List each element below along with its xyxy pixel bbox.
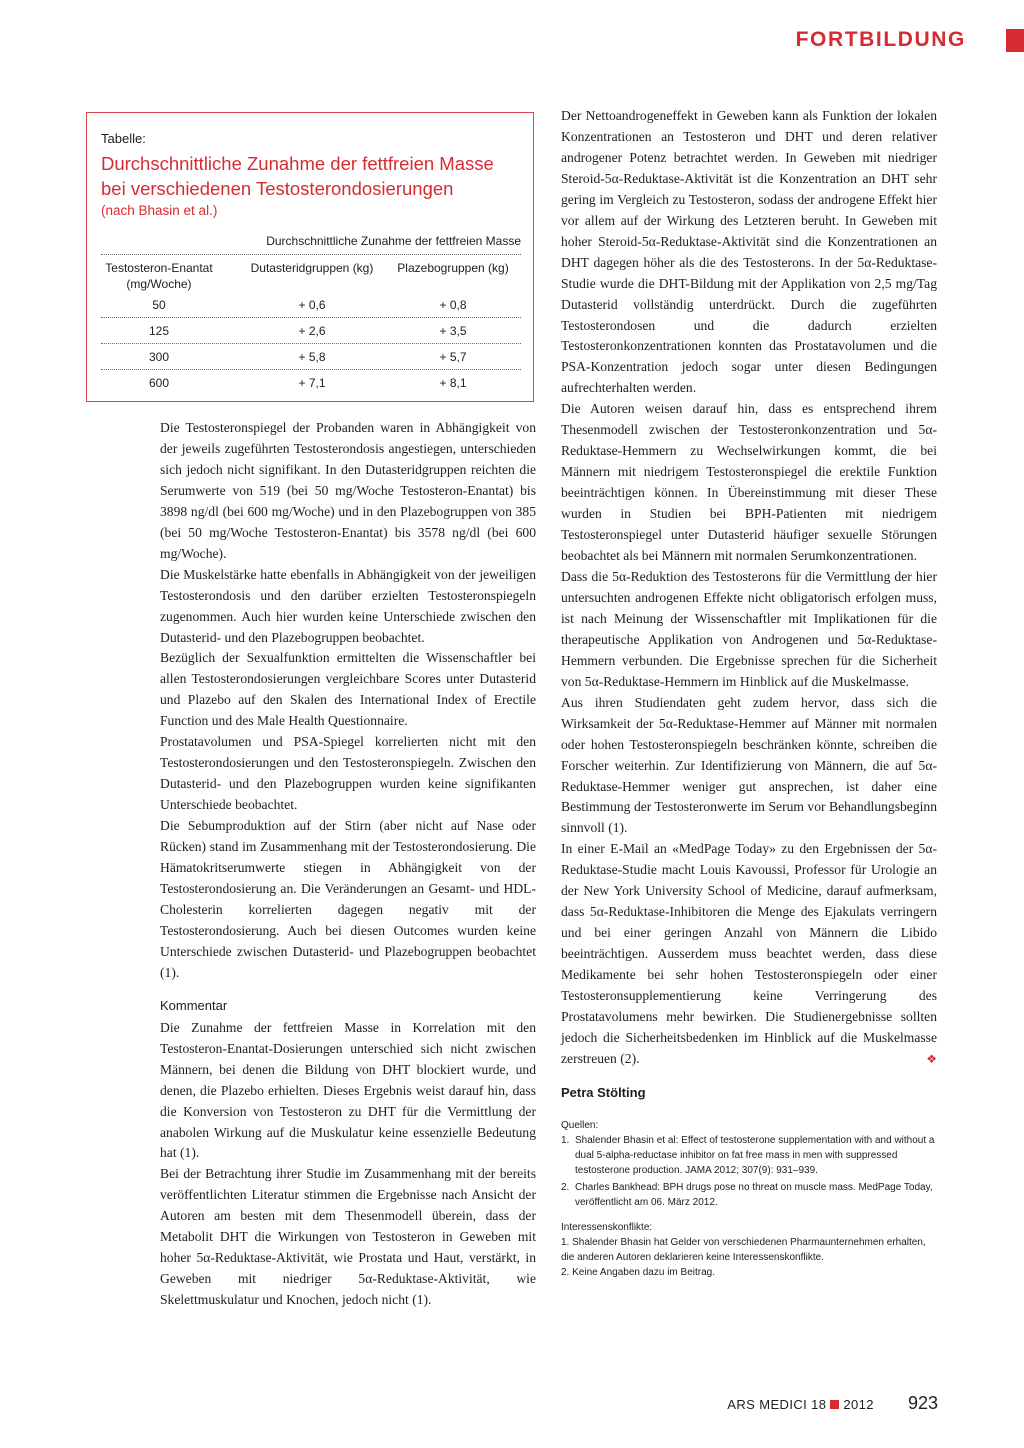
page-footer xyxy=(727,1393,938,1415)
table-divider xyxy=(101,254,521,255)
reference-item: 2. Charles Bankhead: BPH drugs pose no threat on muscle mass. MedPage Today, veröffentlicht am 06. März 2012. xyxy=(561,1181,933,1208)
table-cell-plazebo: + 8,1 xyxy=(439,376,467,390)
table-cell-dutasterid: + 7,1 xyxy=(298,376,326,390)
table-label: Tabelle: xyxy=(101,131,146,146)
body-paragraph: Die Zunahme der fettfreien Masse in Korrelation mit den Testosteron-Enantat-Dosierungen unterschied sich nicht zwischen Männern, bei denen die Bildung von DHT blockiert wurde, und denen, die Plazebo erhielten. Dieses Ergebnis weist darauf hin, dass die Konversion von Testosteron zu DHT für die Vermittlung der anabolen Wirkung auf die Muskulatur keine essenzielle Bedeutung hat (1). xyxy=(160,1019,536,1161)
conflict-item: 1. Shalender Bhasin hat Gelder von verschiedenen Pharmaunternehmen erhalten, die anderen Autoren deklarieren keine Interessenskonflikte. xyxy=(561,1236,926,1263)
body-paragraph: Bezüglich der Sexualfunktion ermittelten die Wissenschaftler bei allen Testosterondosierungen vergleichbare Scores unter Dutasterid und Plazebo auf den Skalen des International Index of Erectile Function und des Male Health Questionnaire. xyxy=(160,650,536,729)
references-heading: Quellen: xyxy=(561,1119,599,1131)
body-paragraph: Der Nettoandrogeneffekt in Geweben kann als Funktion der lokalen Konzentrationen an Testosteron und DHT und deren relativer androgener Potenz betrachtet werden. In Geweben mit niedriger Steroid-5α-Reduktase-Aktivität ist die Konzentration an DHT sehr gering im Vergleich zu Testosteron, sodass der androgene Effekt hier vor allem auf der Wirkung des Letzteren beruht. In Geweben mit hoher Steroid-5α-Reduktase-Aktivität sind die Konzentrationen an DHT dagegen höher als die des Testosterons. In der 5α-Reduktase-Studie wurde die DHT-Bildung mit der Applikation von 2,5 mg/Tag Dutasterid vollständig unterdrückt. Durch die zugeführten Testosterondosen und die dadurch erzielten Testosteronkonzentrationen konnten das Prostatavolumen und die PSA-Konzentration jedoch sogar unter diesen Bedingungen aufrechterhalten werden. xyxy=(561,108,937,396)
body-paragraph: Die Sebumproduktion auf der Stirn (aber nicht auf Nase oder Rücken) stand im Zusammenhang mit der Testosterondosierung. Die Hämatokritserumwerte stiegen in Abhängigkeit von der Testosterondosierung an. Die Veränderungen an Gesamt- und HDL-Cholesterin korrelierten dagegen negativ mit der Testosterondosierung. Auch bei diesen Outcomes wurden keine Unterschiede zwischen Dutasterid- und Plazebogruppen beobachtet (1). xyxy=(160,818,536,980)
conflict-item: 2. Keine Angaben dazu im Beitrag. xyxy=(561,1266,715,1278)
footer-square-icon xyxy=(830,1400,839,1409)
table-source: (nach Bhasin et al.) xyxy=(101,203,218,218)
author-name: Petra Stölting xyxy=(561,1084,646,1100)
body-paragraph-text: In einer E-Mail an «MedPage Today» zu den Ergebnissen der 5α-Reduktase-Studie macht Louis Kavoussi, Professor für Urologie an der New York University School of Medicine, darauf aufmerksam, dass 5α-Reduktase-Inhibitoren die Menge des Ejakulats verringern und bei einer geringen Anzahl von Männern die Libido beeinträchtigen. Ausserdem muss beachtet werden, dass diese Medikamente bei sehr hohen Testosteronspiegeln oder einer Testosteronsupplementierung keine Verringerung des Prostatavolumens mehr bewirken. Die Studienergebnisse sollten jedoch die Sicherheitsbedenken im Hinblick auf die Muskelmasse zerstreuen (2). xyxy=(561,841,937,1066)
end-mark-icon: ❖ xyxy=(926,1051,937,1066)
body-paragraph: Die Muskelstärke hatte ebenfalls in Abhängigkeit von der jeweiligen Testosterondosis und den darüber erzielten Testosteronspiegeln zugenommen. Auch hier wurden keine Unterschiede zwischen den Dutasterid- und den Plazebogruppen beobachtet. xyxy=(160,566,536,645)
table-cell-dose: 125 xyxy=(148,324,170,338)
table-divider xyxy=(101,317,521,318)
table-group-header: Durchschnittliche Zunahme der fettfreien Masse xyxy=(266,234,521,248)
table-box xyxy=(86,112,534,402)
issue-year: 2012 xyxy=(843,1397,874,1412)
reference-item: 1. Shalender Bhasin et al: Effect of testosterone supplementation with and without a dual 5-alpha-reductase inhibitor on fat free mass in men with suppressed testosterone production. JAMA 2012; 307(9): 931–939. xyxy=(561,1134,935,1176)
journal-name: ARS MEDICI 18 xyxy=(727,1397,827,1412)
table-title: Durchschnittliche Zunahme der fettfreien Masse bei verschiedenen Testosterondosierungen xyxy=(101,153,494,199)
table-cell-plazebo: + 5,7 xyxy=(439,350,467,364)
body-paragraph: Aus ihren Studiendaten geht zudem hervor, dass sich die Wirksamkeit der 5α-Reduktase-Hemmer auf Männer mit normalen oder hohen Testosteronspiegeln beschränken könnte, schreiben die Forscher weiterhin. Zur Identifizierung von Männern, die auf 5α-Reduktase-Hemmer weniger gut ansprechen, ist daher eine Bestimmung der Testosteronwerte im Serum vor Behandlungsbeginn sinnvoll (1). xyxy=(561,694,937,836)
section-title: FORTBILDUNG xyxy=(795,28,966,51)
table-cell-dose: 50 xyxy=(152,298,166,312)
table-cell-dutasterid: + 2,6 xyxy=(298,324,326,338)
table-cell-plazebo: + 3,5 xyxy=(439,324,467,338)
table-header-dose: Testosteron-Enantat (mg/Woche) xyxy=(105,261,213,291)
conflicts-heading: Interessenskonflikte: xyxy=(561,1221,653,1233)
body-paragraph: Dass die 5α-Reduktion des Testosterons für die Vermittlung der hier untersuchten androgenen Effekte nicht obligatorisch erfolgen muss, ist nach Meinung der Wissenschaftler mit Implikationen für die therapeutische Applikation von Androgenen und 5α-Reduktase-Hemmern verbunden. Die Ergebnisse sprechen für die Sicherheit von 5α-Reduktase-Hemmern im Hinblick auf die Muskelmasse. xyxy=(561,568,937,689)
table-divider xyxy=(101,343,521,344)
table-cell-dose: 600 xyxy=(148,376,170,390)
right-text-column xyxy=(561,106,937,1280)
table-header-plazebo: Plazebogruppen (kg) xyxy=(397,261,509,275)
table-header-dutasterid: Dutasteridgruppen (kg) xyxy=(250,261,374,275)
body-paragraph: Die Autoren weisen darauf hin, dass es entsprechend ihrem Thesenmodell zwischen der Testosteronkonzentration und 5α-Reduktase-Hemmern zu Wechselwirkungen kommt, die bei Männern mit niedrigem Testosteronspiegel die erektile Funktion beeinträchtigen können. In Übereinstimmung mit dieser These wurden in Studien bei BPH-Patienten mit niedrigem Testosteronspiegel unter Dutasterid häufiger sexuelle Störungen beobachtet als bei Männern mit normalen Serumkonzentrationen. xyxy=(561,401,937,564)
table-cell-dutasterid: + 0,6 xyxy=(298,298,326,312)
section-marker-block xyxy=(1006,29,1024,52)
body-paragraph: Prostatavolumen und PSA-Spiegel korrelierten nicht mit den Testosterondosierungen und den Testosteronspiegeln. Zwischen den Dutasterid- und den Plazebogruppen wurden keine signifikanten Unterschiede beobachtet. xyxy=(160,734,536,813)
table-cell-dutasterid: + 5,8 xyxy=(298,350,326,364)
table-cell-plazebo: + 0,8 xyxy=(439,298,467,312)
body-paragraph xyxy=(561,839,937,1069)
subheading-kommentar: Kommentar xyxy=(160,997,228,1013)
left-text-column xyxy=(160,418,536,1311)
table-divider xyxy=(101,369,521,370)
page-number: 923 xyxy=(907,1393,938,1413)
body-paragraph: Bei der Betrachtung ihrer Studie im Zusammenhang mit der bereits veröffentlichten Literatur stimmen die Ergebnisse nach Ansicht der Autoren am besten mit dem Thesenmodell überein, dass der Metabolit DHT die Wirkungen von Testosteron in Geweben mit hoher 5α-Reduktase-Aktivität, wie Prostata und Haut, verstärkt, in Geweben mit niedriger 5α-Reduktase-Aktivität, wie Skelettmuskulatur und Knochen, jedoch nicht (1). xyxy=(160,1166,536,1308)
body-paragraph: Die Testosteronspiegel der Probanden waren in Abhängigkeit von der jeweils zugeführten Testosterondosis angestiegen, unterschieden sich jedoch nicht signifikant. In den Dutasteridgruppen reichten die Serumwerte von 519 (bei 50 mg/Woche Testosteron-Enantat) bis 3898 ng/dl (bei 600 mg/Woche) und in den Plazebogruppen von 385 (bei 50 mg/Woche Testosteron-Enantat) bis 3578 ng/dl (bei 600 mg/Woche). xyxy=(160,420,536,561)
table-cell-dose: 300 xyxy=(148,350,170,364)
